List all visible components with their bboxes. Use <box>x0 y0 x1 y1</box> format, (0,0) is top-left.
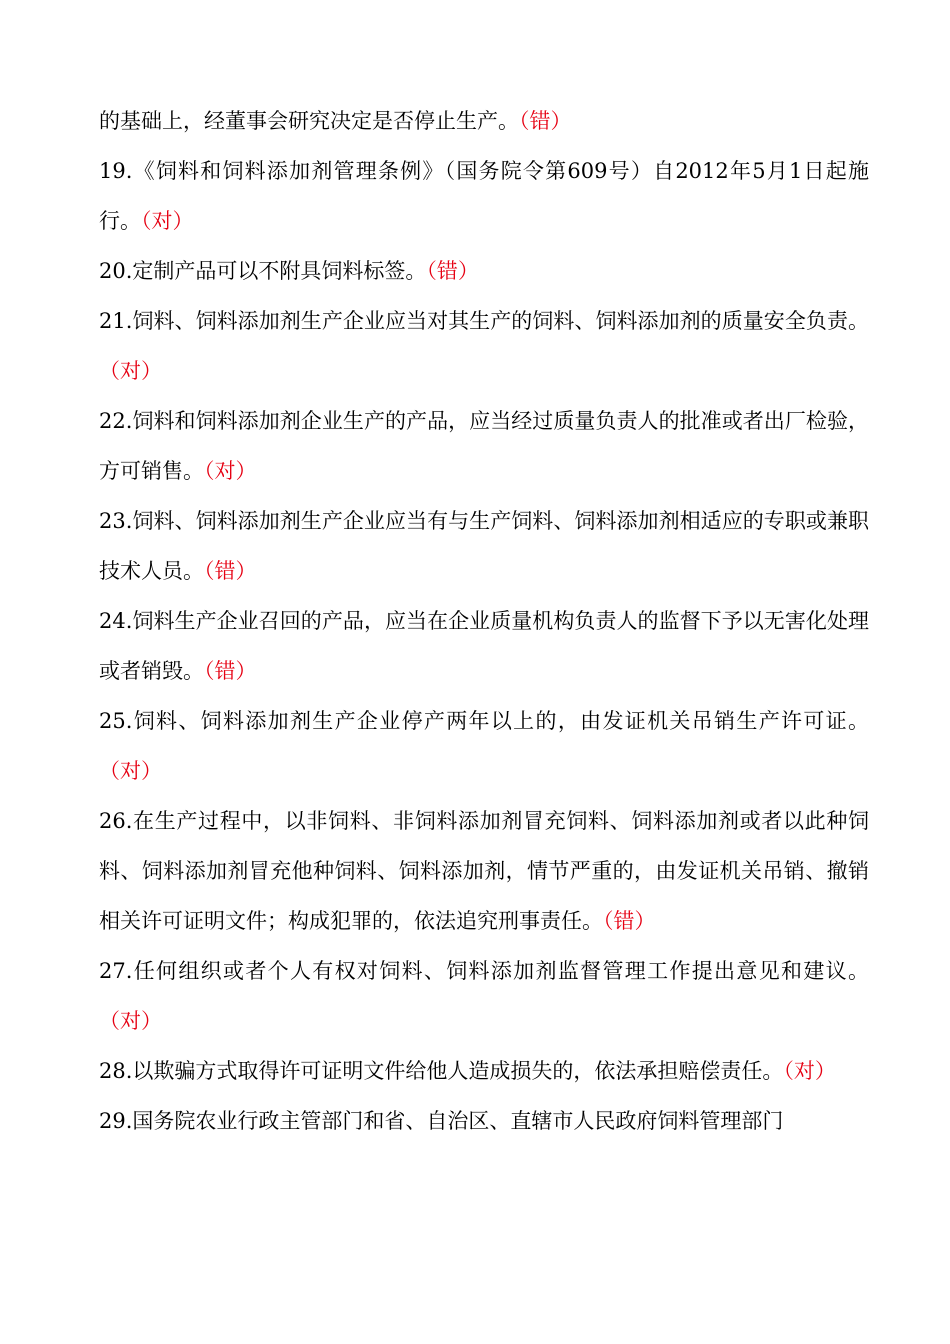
item-text: 的基础上，经董事会研究决定是否停止生产。 <box>99 109 519 133</box>
item-answer: （对） <box>99 759 162 783</box>
list-item <box>99 596 869 696</box>
list-item <box>99 496 869 596</box>
item-text: 25.饲料、饲料添加剂生产企业停产两年以上的，由发证机关吊销生产许可证。 <box>99 709 869 733</box>
item-answer: （对） <box>783 1059 836 1083</box>
list-item <box>99 1096 869 1146</box>
list-item <box>99 296 869 396</box>
list-item <box>99 96 869 146</box>
list-item <box>99 796 869 946</box>
item-answer: （错） <box>603 909 656 933</box>
list-item <box>99 946 869 1046</box>
item-answer: （错） <box>204 559 257 583</box>
item-text: 21.饲料、饲料添加剂生产企业应当对其生产的饲料、饲料添加剂的质量安全负责。 <box>99 309 869 333</box>
item-answer: （对） <box>99 1009 162 1033</box>
item-text: 20.定制产品可以不附具饲料标签。 <box>99 259 427 283</box>
item-text: 23.饲料、饲料添加剂生产企业应当有与生产饲料、饲料添加剂相适应的专职或兼职技术人员。 <box>99 509 869 583</box>
item-text: 27.任何组织或者个人有权对饲料、饲料添加剂监督管理工作提出意见和建议。 <box>99 959 869 983</box>
item-answer: （错） <box>426 259 479 283</box>
item-text: 19.《饲料和饲料添加剂管理条例》（国务院令第609号）自2012年5月1日起施行。 <box>99 159 869 233</box>
list-item <box>99 396 869 496</box>
list-item <box>99 1046 869 1096</box>
item-text: 22.饲料和饲料添加剂企业生产的产品，应当经过质量负责人的批准或者出厂检验，方可销售。 <box>99 409 869 483</box>
item-answer: （错） <box>204 659 257 683</box>
item-text: 26.在生产过程中，以非饲料、非饲料添加剂冒充饲料、饲料添加剂或者以此种饲料、饲料添加剂冒充他种饲料、饲料添加剂，情节严重的，由发证机关吊销、撤销相关许可证明文件；构成犯罪的，依法追究刑事责任。 <box>99 809 869 933</box>
item-text: 24.饲料生产企业召回的产品，应当在企业质量机构负责人的监督下予以无害化处理或者销毁。 <box>99 609 869 683</box>
item-text: 29.国务院农业行政主管部门和省、自治区、直辖市人民政府饲料管理部门 <box>99 1109 784 1133</box>
document-body <box>99 96 869 1146</box>
list-item <box>99 696 869 796</box>
item-answer: （对） <box>99 359 162 383</box>
item-text: 28.以欺骗方式取得许可证明文件给他人造成损失的，依法承担赔偿责任。 <box>99 1059 784 1083</box>
item-answer: （对） <box>141 209 194 233</box>
item-answer: （错） <box>519 109 572 133</box>
item-answer: （对） <box>204 459 257 483</box>
list-item <box>99 246 869 296</box>
list-item <box>99 146 869 246</box>
